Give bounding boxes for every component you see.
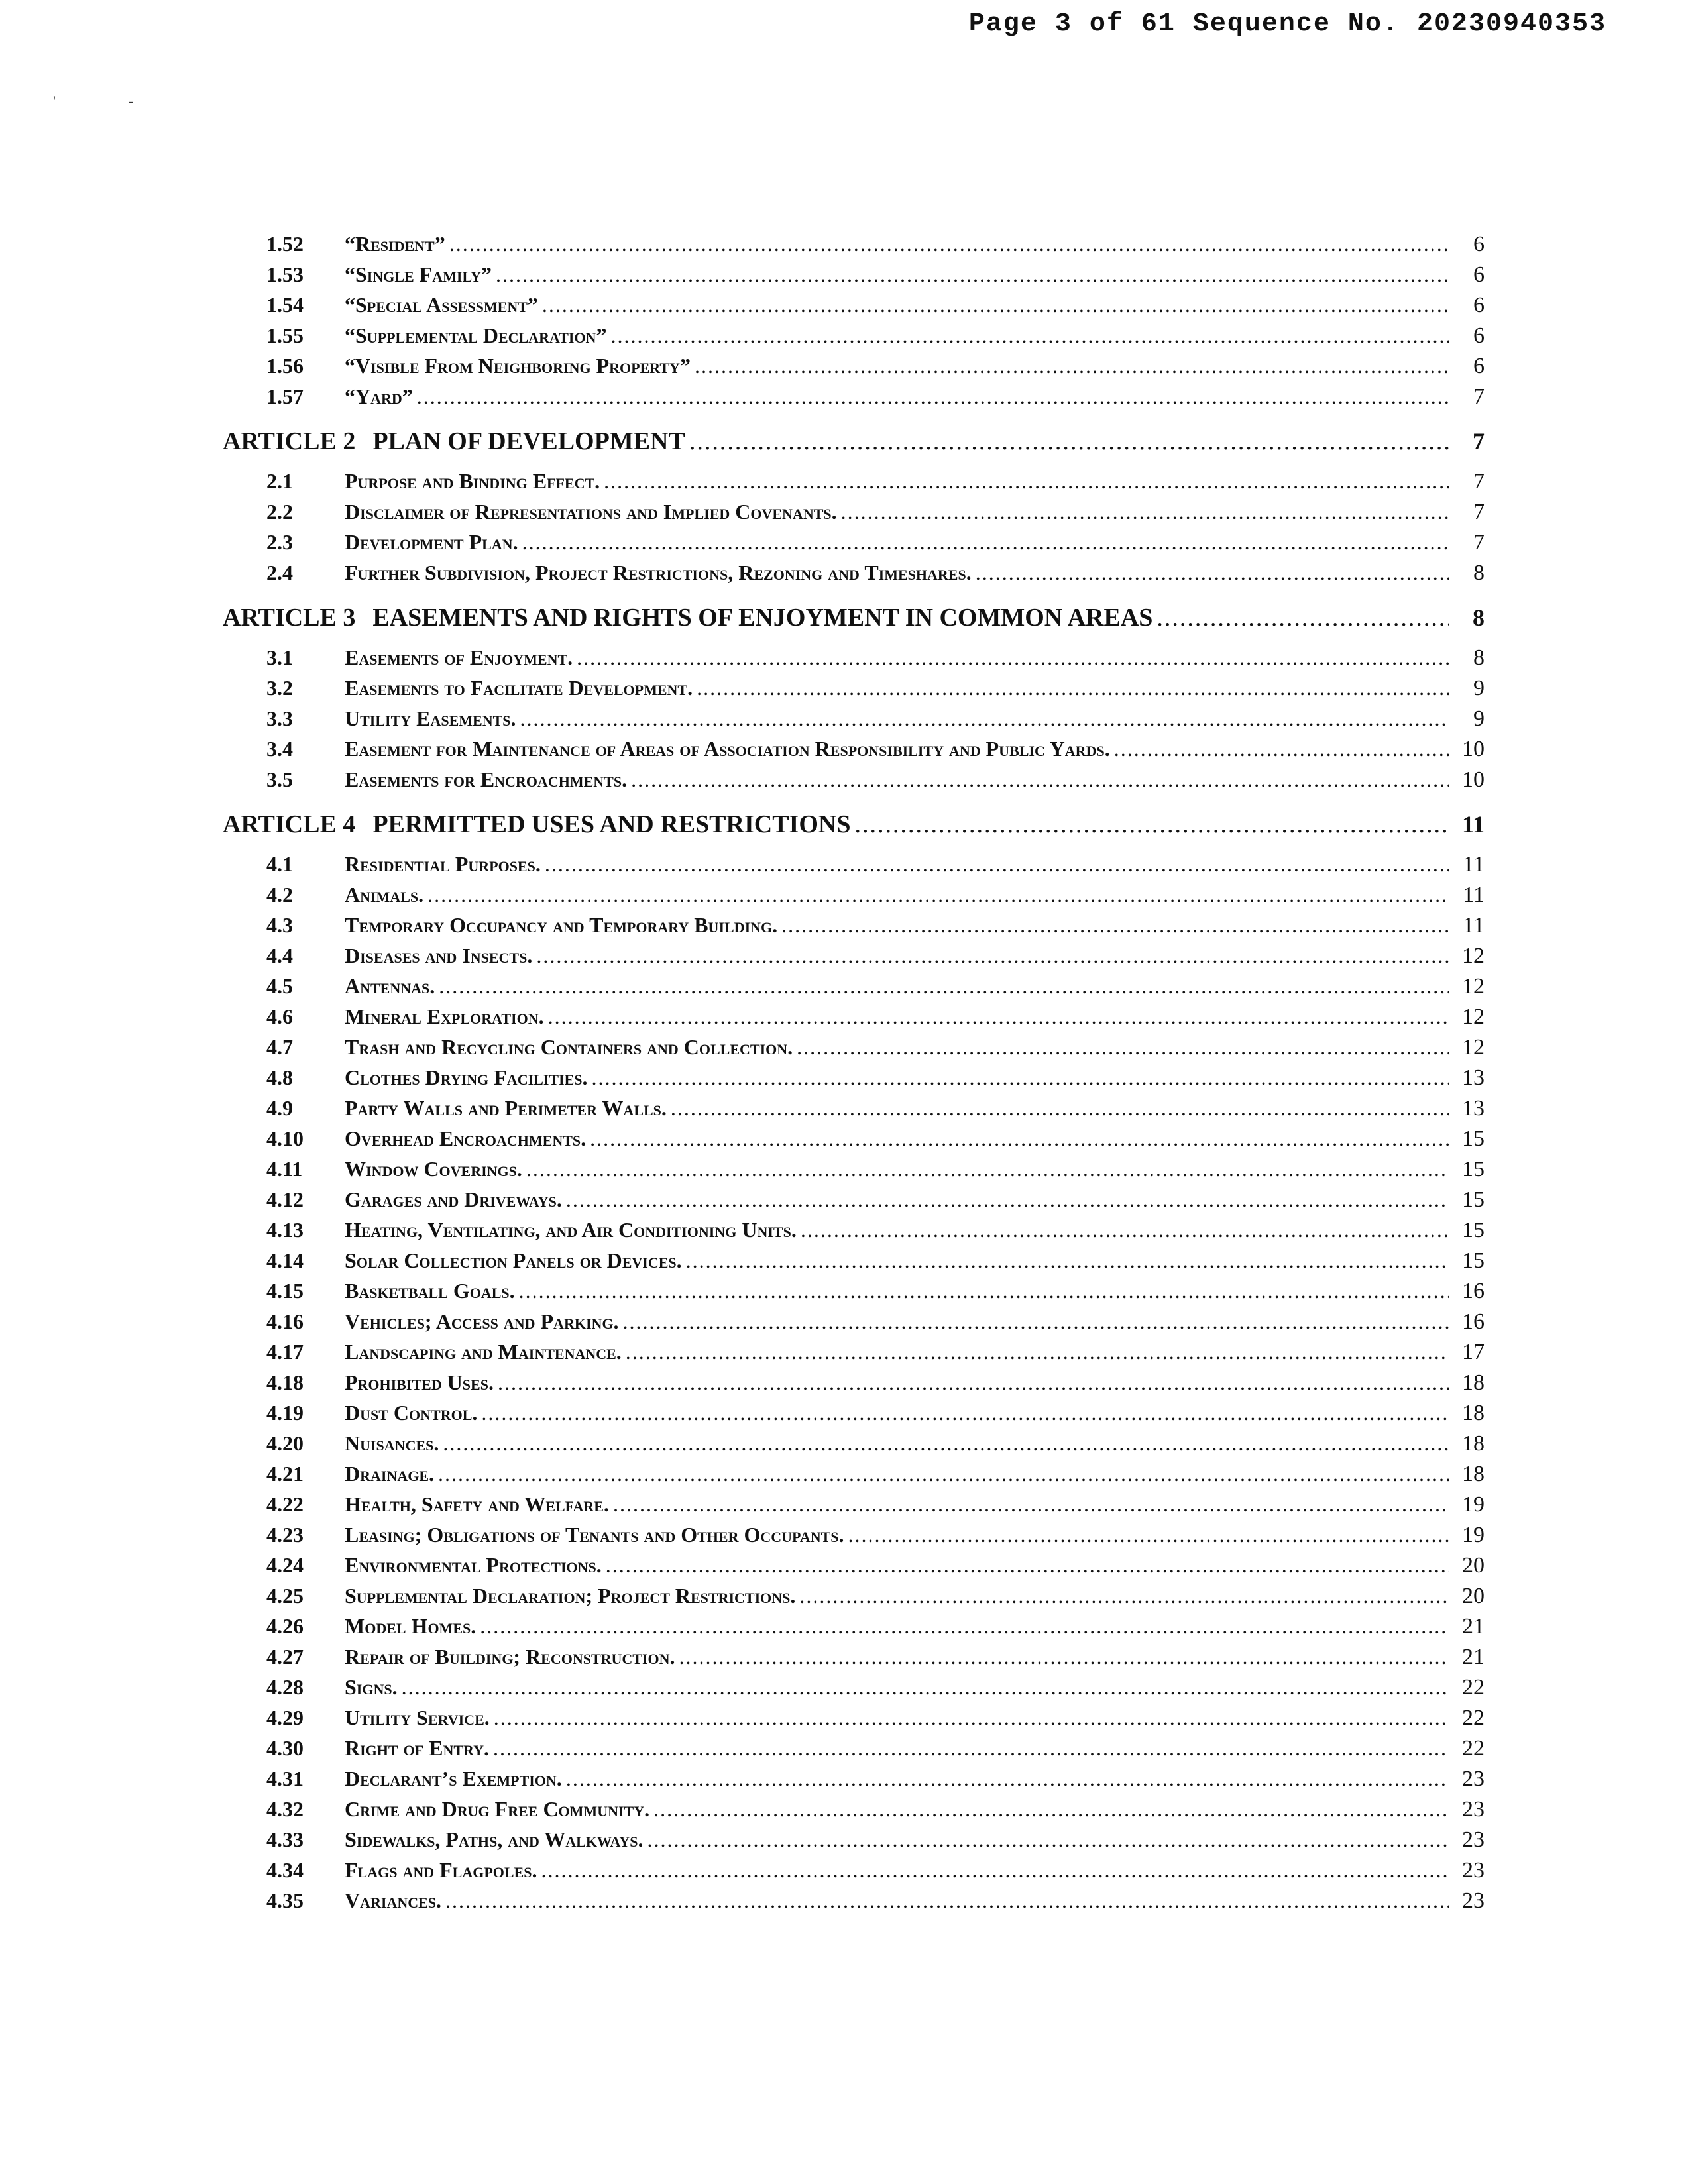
scan-specks: ' - [53,93,134,109]
section-page-number: 15 [1462,1157,1485,1181]
section-title: Clothes Drying Facilities. [345,1065,588,1089]
section-page-number: 17 [1462,1340,1485,1364]
section-number: 2.1 [266,469,293,493]
section-page-number: 8 [1473,561,1485,585]
leader-dots [439,974,1449,999]
toc-entry [239,1340,1485,1370]
section-number: 4.17 [266,1340,304,1364]
section-title: Easements of Enjoyment. [345,645,573,669]
toc-entry [239,1187,1485,1218]
section-title: Further Subdivision, Project Restrictions, Rezoning and Timeshares. [345,561,972,584]
leader-dots [545,852,1449,877]
section-title: Variances. [345,1888,442,1912]
leader-dots [604,469,1449,494]
toc-entry [239,561,1485,591]
section-title: Solar Collection Panels or Devices. [345,1248,682,1272]
section-title: “Visible From Neighboring Property” [345,354,691,378]
section-number: 4.25 [266,1584,304,1608]
section-page-number: 23 [1462,1858,1485,1883]
section-number: 3.5 [266,767,293,791]
toc-entry [239,1614,1485,1645]
leader-dots [1156,603,1449,632]
section-page-number: 20 [1462,1553,1485,1578]
leader-dots [402,1675,1449,1700]
section-title: “Yard” [345,384,413,408]
section-title: Health, Safety and Welfare. [345,1492,609,1516]
toc-entry [239,1218,1485,1248]
section-number: 4.2 [266,883,293,906]
leader-dots [519,1279,1449,1303]
toc-entry [239,974,1485,1005]
section-title: Garages and Driveways. [345,1187,562,1211]
section-number: 4.16 [266,1309,304,1333]
section-page-number: 22 [1462,1736,1485,1761]
table-of-contents [223,232,1485,1931]
toc-entry [239,1462,1485,1492]
page-header: Page 3 of 61 Sequence No. 20230940353 [968,9,1606,39]
leader-dots [647,1828,1449,1852]
section-page-number: 10 [1462,767,1485,792]
toc-entry [239,262,1485,293]
leader-dots [797,1035,1449,1060]
leader-dots [526,1157,1449,1181]
section-number: 4.8 [266,1065,293,1089]
section-title: Window Coverings. [345,1157,522,1181]
section-number: 2.3 [266,530,293,554]
toc-entry [239,384,1485,415]
leader-dots [592,1065,1449,1090]
section-page-number: 13 [1462,1065,1485,1090]
section-number: 1.54 [266,293,304,317]
section-title: Antennas. [345,974,435,998]
toc-group-article-4 [239,852,1485,1919]
article-label: ARTICLE 4 [223,810,356,838]
section-page-number: 10 [1462,737,1485,761]
toc-entry [239,1584,1485,1614]
section-number: 4.34 [266,1858,304,1882]
section-title: Temporary Occupancy and Temporary Building. [345,913,778,937]
section-number: 1.52 [266,232,304,256]
section-number: 4.10 [266,1126,304,1150]
toc-entry [239,1401,1485,1431]
article-page-number: 8 [1473,604,1485,631]
section-number: 4.3 [266,913,293,937]
toc-article-2 [223,427,1485,469]
section-title: Prohibited Uses. [345,1370,494,1394]
leader-dots [480,1614,1449,1639]
section-title: “Supplemental Declaration” [345,323,607,347]
article-title: EASEMENTS AND RIGHTS OF ENJOYMENT IN COMMON AREAS [372,604,1153,631]
section-page-number: 6 [1473,293,1485,317]
toc-entry [239,1828,1485,1858]
section-title: Party Walls and Perimeter Walls. [345,1096,667,1120]
leader-dots [679,1645,1449,1669]
section-title: Purpose and Binding Effect. [345,469,600,493]
section-page-number: 21 [1462,1614,1485,1639]
leader-dots [443,1431,1449,1456]
section-number: 4.29 [266,1706,304,1729]
section-page-number: 11 [1463,913,1485,938]
leader-dots [498,1370,1449,1395]
leader-dots [781,913,1449,938]
section-number: 4.6 [266,1005,293,1028]
section-title: Animals. [345,883,424,906]
leader-dots [854,810,1449,839]
leader-dots [494,1706,1449,1730]
section-number: 4.7 [266,1035,293,1059]
section-title: Easement for Maintenance of Areas of Association Responsibility and Public Yards. [345,737,1110,761]
toc-entry [239,354,1485,384]
section-number: 4.22 [266,1492,304,1516]
toc-entry [239,1553,1485,1584]
section-page-number: 8 [1473,645,1485,670]
toc-entry [239,1706,1485,1736]
section-page-number: 18 [1462,1462,1485,1486]
section-title: Supplemental Declaration; Project Restrictions. [345,1584,796,1608]
section-page-number: 12 [1462,944,1485,968]
section-number: 4.31 [266,1767,304,1790]
toc-group-article-2 [239,469,1485,591]
section-number: 4.20 [266,1431,304,1455]
leader-dots [445,1888,1449,1913]
leader-dots [841,500,1449,524]
toc-entry [239,1157,1485,1187]
article-label: ARTICLE 3 [223,604,356,631]
toc-entry [239,737,1485,767]
section-title: Leasing; Obligations of Tenants and Other Occupants. [345,1523,844,1547]
section-page-number: 19 [1462,1523,1485,1547]
leader-dots [976,561,1449,585]
section-page-number: 23 [1462,1767,1485,1791]
section-title: Easements for Encroachments. [345,767,628,791]
section-page-number: 6 [1473,262,1485,287]
section-number: 1.55 [266,323,304,347]
section-title: Overhead Encroachments. [345,1126,587,1150]
section-page-number: 18 [1462,1401,1485,1425]
leader-dots [1114,737,1449,761]
toc-entry [239,1645,1485,1675]
section-title: Vehicles; Access and Parking. [345,1309,619,1333]
section-title: “Single Family” [345,262,492,286]
section-number: 4.14 [266,1248,304,1272]
section-number: 4.4 [266,944,293,967]
toc-entry [239,530,1485,561]
section-number: 1.57 [266,384,304,408]
section-page-number: 22 [1462,1706,1485,1730]
section-page-number: 7 [1473,530,1485,555]
toc-entry [239,883,1485,913]
section-number: 1.56 [266,354,304,378]
section-page-number: 7 [1473,469,1485,494]
leader-dots [653,1797,1449,1822]
toc-entry [239,645,1485,676]
leader-dots [449,232,1449,256]
leader-dots [417,384,1449,409]
leader-dots [481,1401,1449,1425]
toc-entry [239,1492,1485,1523]
section-title: Right of Entry. [345,1736,490,1760]
section-number: 4.24 [266,1553,304,1577]
section-number: 1.53 [266,262,304,286]
article-page-number: 11 [1461,811,1485,838]
toc-entry [239,293,1485,323]
section-page-number: 6 [1473,323,1485,348]
toc-article-3 [223,603,1485,645]
section-title: Utility Service. [345,1706,490,1729]
toc-entry [239,1279,1485,1309]
section-page-number: 23 [1462,1888,1485,1913]
section-title: Easements to Facilitate Development. [345,676,693,700]
section-title: Utility Easements. [345,706,516,730]
section-title: Signs. [345,1675,398,1699]
section-title: Heating, Ventilating, and Air Conditioning Units. [345,1218,797,1242]
section-page-number: 11 [1463,883,1485,907]
section-page-number: 18 [1462,1431,1485,1456]
toc-entry [239,469,1485,500]
section-number: 4.11 [266,1157,303,1181]
toc-entry [239,852,1485,883]
section-number: 4.15 [266,1279,304,1303]
toc-entry [239,1767,1485,1797]
leader-dots [541,1858,1449,1883]
section-title: Landscaping and Maintenance. [345,1340,622,1364]
section-page-number: 16 [1462,1309,1485,1334]
section-number: 4.35 [266,1888,304,1912]
leader-dots [536,944,1449,968]
leader-dots [520,706,1449,731]
section-title: Development Plan. [345,530,518,554]
section-number: 4.12 [266,1187,304,1211]
section-page-number: 15 [1462,1248,1485,1273]
section-page-number: 22 [1462,1675,1485,1700]
article-title: PERMITTED USES AND RESTRICTIONS [372,810,851,838]
leader-dots [801,1218,1449,1242]
leader-dots [577,645,1449,670]
leader-dots [590,1126,1449,1151]
section-number: 4.27 [266,1645,304,1668]
section-title: Declarant’s Exemption. [345,1767,562,1790]
section-title: Crime and Drug Free Community. [345,1797,650,1821]
leader-dots [493,1736,1449,1761]
section-page-number: 21 [1462,1645,1485,1669]
leader-dots [610,323,1449,348]
leader-dots [566,1187,1449,1212]
section-number: 3.2 [266,676,293,700]
section-title: Environmental Protections. [345,1553,602,1577]
section-title: Model Homes. [345,1614,477,1638]
leader-dots [695,354,1449,378]
section-number: 4.5 [266,974,293,998]
section-number: 4.9 [266,1096,293,1120]
toc-entry [239,1126,1485,1157]
section-number: 4.21 [266,1462,304,1486]
toc-entry [239,1309,1485,1340]
section-number: 4.30 [266,1736,304,1760]
toc-group-article-3 [239,645,1485,798]
section-page-number: 15 [1462,1126,1485,1151]
section-page-number: 19 [1462,1492,1485,1517]
section-page-number: 23 [1462,1828,1485,1852]
section-page-number: 15 [1462,1187,1485,1212]
section-title: Dust Control. [345,1401,478,1425]
leader-dots [623,1309,1449,1334]
leader-dots [671,1096,1449,1120]
section-page-number: 16 [1462,1279,1485,1303]
toc-entry [239,1096,1485,1126]
leader-dots [606,1553,1449,1578]
section-page-number: 7 [1473,384,1485,409]
toc-entry [239,1370,1485,1401]
leader-dots [799,1584,1449,1608]
article-label: ARTICLE 2 [223,427,356,455]
section-title: Flags and Flagpoles. [345,1858,537,1882]
section-number: 4.23 [266,1523,304,1547]
section-title: Sidewalks, Paths, and Walkways. [345,1828,644,1851]
leader-dots [566,1767,1449,1791]
toc-entry [239,1523,1485,1553]
toc-entry [239,500,1485,530]
leader-dots [848,1523,1449,1547]
toc-entry [239,1065,1485,1096]
section-number: 3.3 [266,706,293,730]
toc-entry [239,1675,1485,1706]
section-page-number: 12 [1462,1005,1485,1029]
toc-entry [239,1431,1485,1462]
section-number: 4.1 [266,852,293,876]
section-number: 4.26 [266,1614,304,1638]
toc-entry [239,1797,1485,1828]
section-number: 4.33 [266,1828,304,1851]
toc-entry [239,767,1485,798]
toc-entry [239,232,1485,262]
section-number: 4.13 [266,1218,304,1242]
section-page-number: 13 [1462,1096,1485,1120]
section-title: Disclaimer of Representations and Implied Covenants. [345,500,837,523]
toc-entry [239,1736,1485,1767]
leader-dots [522,530,1449,555]
section-title: Repair of Building; Reconstruction. [345,1645,675,1668]
section-title: Basketball Goals. [345,1279,515,1303]
section-page-number: 11 [1463,852,1485,877]
section-title: Residential Purposes. [345,852,541,876]
section-page-number: 6 [1473,354,1485,378]
section-title: Mineral Exploration. [345,1005,544,1028]
article-page-number: 7 [1473,428,1485,455]
article-title: PLAN OF DEVELOPMENT [372,427,685,455]
leader-dots [697,676,1449,700]
section-page-number: 7 [1473,500,1485,524]
section-page-number: 9 [1473,706,1485,731]
section-page-number: 12 [1462,1035,1485,1060]
section-page-number: 12 [1462,974,1485,999]
section-title: Drainage. [345,1462,435,1486]
section-page-number: 20 [1462,1584,1485,1608]
leader-dots [548,1005,1449,1029]
section-page-number: 6 [1473,232,1485,256]
section-number: 2.2 [266,500,293,523]
section-number: 4.28 [266,1675,304,1699]
toc-entry [239,1888,1485,1919]
toc-entry [239,1035,1485,1065]
section-page-number: 18 [1462,1370,1485,1395]
toc-entry [239,1005,1485,1035]
toc-entry [239,944,1485,974]
section-title: “Special Assessment” [345,293,538,317]
leader-dots [631,767,1449,792]
leader-dots [689,427,1449,456]
toc-entry [239,1248,1485,1279]
section-number: 4.18 [266,1370,304,1394]
toc-group-article-1 [239,232,1485,415]
section-title: “Resident” [345,232,445,256]
section-number: 3.1 [266,645,293,669]
section-number: 2.4 [266,561,293,584]
section-page-number: 15 [1462,1218,1485,1242]
section-title: Trash and Recycling Containers and Collection. [345,1035,793,1059]
section-page-number: 23 [1462,1797,1485,1822]
leader-dots [542,293,1449,317]
toc-entry [239,323,1485,354]
section-title: Nuisances. [345,1431,439,1455]
section-number: 4.32 [266,1797,304,1821]
section-number: 3.4 [266,737,293,761]
leader-dots [686,1248,1449,1273]
leader-dots [438,1462,1449,1486]
section-page-number: 9 [1473,676,1485,700]
section-title: Diseases and Insects. [345,944,533,967]
leader-dots [496,262,1449,287]
toc-entry [239,706,1485,737]
toc-article-4 [223,810,1485,852]
toc-entry [239,1858,1485,1888]
leader-dots [626,1340,1449,1364]
toc-entry [239,913,1485,944]
section-number: 4.19 [266,1401,304,1425]
toc-entry [239,676,1485,706]
leader-dots [427,883,1449,907]
leader-dots [613,1492,1449,1517]
